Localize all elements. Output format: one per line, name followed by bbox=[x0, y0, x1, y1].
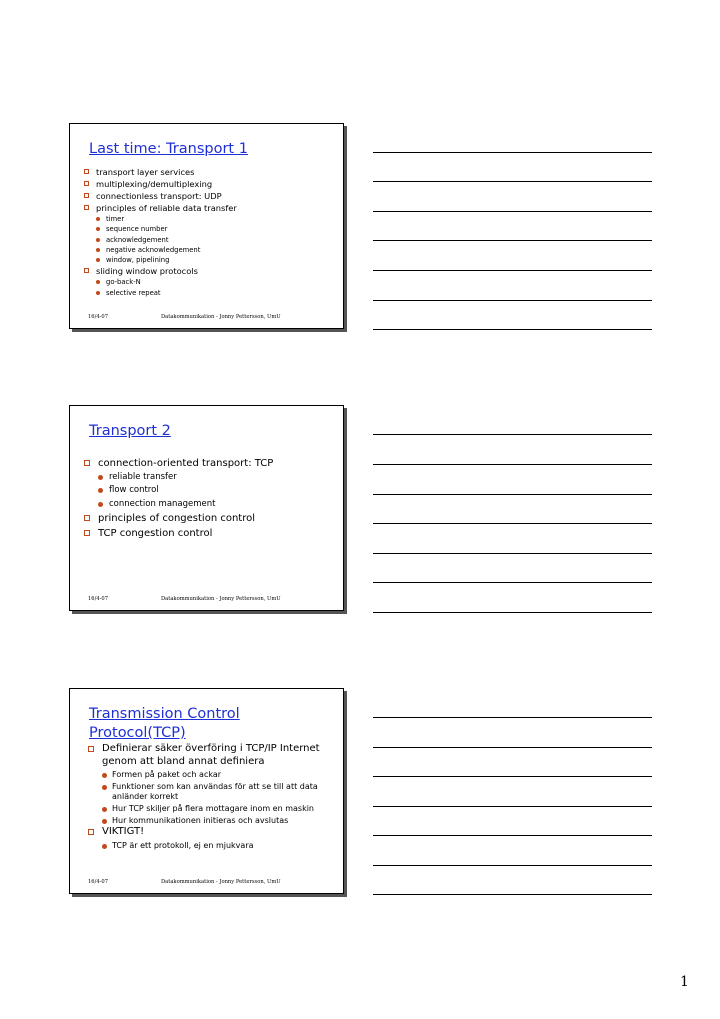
sub-bullet-item: selective repeat bbox=[84, 288, 335, 298]
bullet-list bbox=[88, 743, 335, 851]
bullet-item: transport layer services bbox=[84, 166, 335, 178]
sub-bullet-item: timer bbox=[84, 214, 335, 224]
note-line bbox=[373, 553, 652, 554]
sub-bullet-item: Hur kommunikationen initieras och avslutas bbox=[88, 816, 335, 826]
slide-1 bbox=[69, 123, 344, 329]
sub-bullet-item: connection management bbox=[84, 498, 335, 511]
note-line bbox=[373, 464, 652, 465]
bullet-list bbox=[84, 456, 335, 541]
bullet-item: Definierar säker överföring i TCP/IP Internet genom att bland annat definiera bbox=[88, 743, 335, 768]
slide-footer-text: Datakommunikation - Jonny Pettersson, UmU bbox=[161, 879, 281, 885]
sub-bullet-item: window, pipelining bbox=[84, 255, 335, 265]
note-line bbox=[373, 240, 652, 241]
note-line bbox=[373, 894, 652, 895]
slide-footer-date: 16/4-07 bbox=[88, 314, 109, 320]
note-line bbox=[373, 181, 652, 182]
note-line bbox=[373, 865, 652, 866]
sub-bullet-item: TCP är ett protokoll, ej en mjukvara bbox=[88, 841, 335, 851]
note-line bbox=[373, 612, 652, 613]
sub-bullet-item: Hur TCP skiljer på flera mottagare inom en maskin bbox=[88, 804, 335, 814]
bullet-item: connection-oriented transport: TCP bbox=[84, 456, 335, 471]
bullet-list bbox=[84, 166, 335, 298]
slide-title: Last time: Transport 1 bbox=[89, 141, 248, 157]
bullet-item: VIKTIGT! bbox=[88, 826, 335, 839]
bullet-item: TCP congestion control bbox=[84, 526, 335, 541]
page-number: 1 bbox=[680, 974, 689, 990]
slide-3 bbox=[69, 688, 344, 894]
slide-2 bbox=[69, 405, 344, 611]
slide-title: Transmission Control Protocol(TCP) bbox=[89, 706, 240, 741]
note-line bbox=[373, 747, 652, 748]
note-line bbox=[373, 835, 652, 836]
slide-title: Transport 2 bbox=[89, 423, 171, 439]
sub-bullet-item: flow control bbox=[84, 484, 335, 497]
sub-bullet-item: Formen på paket och ackar bbox=[88, 770, 335, 780]
sub-bullet-item: Funktioner som kan användas för att se till att data anländer korrekt bbox=[88, 782, 335, 802]
note-line bbox=[373, 806, 652, 807]
note-line bbox=[373, 211, 652, 212]
note-line bbox=[373, 582, 652, 583]
bullet-item: sliding window protocols bbox=[84, 265, 335, 277]
note-line bbox=[373, 329, 652, 330]
note-line bbox=[373, 434, 652, 435]
sub-bullet-item: negative acknowledgement bbox=[84, 245, 335, 255]
note-line bbox=[373, 494, 652, 495]
note-line bbox=[373, 776, 652, 777]
sub-bullet-item: acknowledgement bbox=[84, 235, 335, 245]
note-line bbox=[373, 300, 652, 301]
bullet-item: principles of reliable data transfer bbox=[84, 202, 335, 214]
bullet-item: multiplexing/demultiplexing bbox=[84, 178, 335, 190]
note-line bbox=[373, 523, 652, 524]
note-line bbox=[373, 152, 652, 153]
sub-bullet-item: reliable transfer bbox=[84, 471, 335, 484]
note-line bbox=[373, 717, 652, 718]
sub-bullet-item: sequence number bbox=[84, 224, 335, 234]
slide-footer-date: 16/4-07 bbox=[88, 596, 109, 602]
sub-bullet-item: go-back-N bbox=[84, 277, 335, 287]
slide-footer-date: 16/4-07 bbox=[88, 879, 109, 885]
slide-footer-text: Datakommunikation - Jonny Pettersson, UmU bbox=[161, 314, 281, 320]
slide-footer-text: Datakommunikation - Jonny Pettersson, UmU bbox=[161, 596, 281, 602]
bullet-item: principles of congestion control bbox=[84, 511, 335, 526]
bullet-item: connectionless transport: UDP bbox=[84, 190, 335, 202]
note-line bbox=[373, 270, 652, 271]
